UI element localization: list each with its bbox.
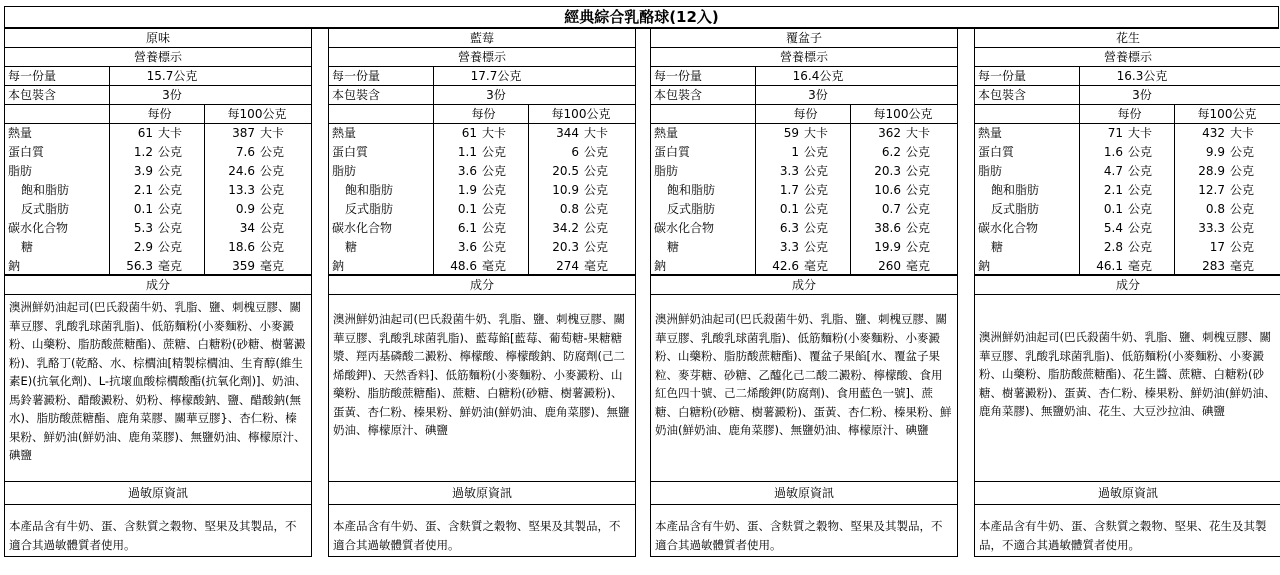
per-serving-unit: 公克 bbox=[804, 183, 829, 197]
nutrient-row bbox=[329, 200, 635, 219]
per-100g-unit: 公克 bbox=[260, 202, 285, 216]
per-100g-unit: 毫克 bbox=[1230, 259, 1255, 273]
nutrient-row bbox=[5, 257, 311, 276]
nutrient-row bbox=[651, 124, 957, 143]
nutrient-name: 反式脂肪 bbox=[345, 202, 394, 216]
per-100g-unit: 公克 bbox=[1230, 202, 1255, 216]
nutrient-name: 飽和脂肪 bbox=[667, 183, 716, 197]
per-100g-value: 13.3 bbox=[228, 183, 255, 197]
flavor-name: 藍莓 bbox=[469, 31, 494, 45]
allergen-text: 本產品含有牛奶、蛋、含麩質之穀物、堅果及其製品，不適合其過敏體質者使用。 bbox=[655, 519, 943, 552]
servings-value: 3份 bbox=[1132, 88, 1152, 102]
per-100g-header: 每100公克 bbox=[551, 107, 611, 121]
nutrient-row bbox=[975, 200, 1280, 219]
allergen-text: 本產品含有牛奶、蛋、含麩質之穀物、堅果及其製品，不適合其過敏體質者使用。 bbox=[333, 519, 621, 552]
nutrition-header-row bbox=[329, 48, 635, 67]
table-divider bbox=[433, 67, 434, 105]
nutrition-label: 營養標示 bbox=[779, 50, 828, 64]
nutrition-label: 營養標示 bbox=[457, 50, 506, 64]
per-100g-value: 6.2 bbox=[881, 145, 901, 159]
sheet-title: 經典綜合乳酪球(12入) bbox=[4, 6, 1279, 29]
per-100g-value: 387 bbox=[232, 126, 255, 140]
per-serving-unit: 公克 bbox=[158, 183, 183, 197]
per-100g-value: 260 bbox=[878, 259, 901, 273]
per-100g-unit: 公克 bbox=[260, 240, 285, 254]
nutrition-label: 營養標示 bbox=[133, 50, 182, 64]
nutrition-label: 營養標示 bbox=[1103, 50, 1152, 64]
nutrient-row bbox=[5, 124, 311, 143]
nutrient-row bbox=[651, 143, 957, 162]
nutrient-name: 糖 bbox=[21, 240, 34, 254]
allergen-block bbox=[651, 505, 957, 557]
per-serving-unit: 公克 bbox=[1128, 183, 1153, 197]
per-serving-header: 每份 bbox=[147, 107, 172, 121]
per-serving-unit: 公克 bbox=[158, 240, 183, 254]
nutrient-name: 熱量 bbox=[654, 126, 679, 140]
per-100g-header: 每100公克 bbox=[227, 107, 287, 121]
table-divider bbox=[850, 105, 851, 276]
per-100g-unit: 公克 bbox=[906, 145, 931, 159]
flavor-name-row bbox=[329, 29, 635, 48]
nutrition-header-row bbox=[975, 48, 1280, 67]
column-header-row bbox=[5, 105, 311, 124]
servings-value: 3份 bbox=[486, 88, 506, 102]
nutrient-name: 碳水化合物 bbox=[654, 221, 715, 235]
flavor-name: 花生 bbox=[1115, 31, 1140, 45]
nutrient-row bbox=[5, 162, 311, 181]
nutrient-row bbox=[5, 238, 311, 257]
servings-row bbox=[975, 86, 1280, 105]
per-100g-header: 每100公克 bbox=[1197, 107, 1257, 121]
per-serving-value: 2.1 bbox=[133, 183, 153, 197]
serving-size-row bbox=[329, 67, 635, 86]
per-serving-value: 5.3 bbox=[133, 221, 153, 235]
per-serving-unit: 大卡 bbox=[158, 126, 183, 140]
nutrient-row bbox=[651, 257, 957, 276]
per-serving-value: 59 bbox=[783, 126, 799, 140]
allergen-header-row bbox=[5, 482, 311, 505]
ingredients-label: 成分 bbox=[145, 278, 170, 292]
per-100g-unit: 公克 bbox=[260, 221, 285, 235]
flavor-panel bbox=[4, 29, 312, 557]
per-100g-unit: 大卡 bbox=[906, 126, 931, 140]
per-100g-unit: 公克 bbox=[584, 221, 609, 235]
per-serving-value: 2.9 bbox=[133, 240, 153, 254]
allergen-block bbox=[329, 505, 635, 557]
per-100g-value: 19.9 bbox=[874, 240, 901, 254]
per-100g-unit: 公克 bbox=[1230, 164, 1255, 178]
per-100g-unit: 公克 bbox=[1230, 240, 1255, 254]
ingredients-label: 成分 bbox=[1115, 278, 1140, 292]
nutrient-name: 糖 bbox=[667, 240, 680, 254]
per-serving-unit: 公克 bbox=[1128, 164, 1153, 178]
nutrient-name: 鈉 bbox=[978, 259, 991, 273]
column-header-row bbox=[975, 105, 1280, 124]
per-100g-unit: 公克 bbox=[906, 164, 931, 178]
per-serving-value: 56.3 bbox=[126, 259, 153, 273]
per-serving-value: 3.9 bbox=[133, 164, 153, 178]
servings-value: 3份 bbox=[162, 88, 182, 102]
per-serving-value: 1.6 bbox=[1103, 145, 1123, 159]
nutrient-name: 熱量 bbox=[332, 126, 357, 140]
ingredients-text: 澳洲鮮奶油起司(巴氏殺菌牛奶、乳脂、鹽、刺槐豆膠、關華豆膠、乳酸乳球菌乳脂)、低筋麵粉(小麥麵粉、小麥澱粉、山藥粉、脂肪酸蔗糖酯)、蔗糖、白糖粉(砂糖、樹薯澱粉)、乳酪丁(乾酪、水、棕櫚油[精製棕櫚油、生育醇(維生素E)(抗氧化劑)、L-抗壞血酸棕櫚酸酯(抗氧化劑)]、奶油、馬鈴薯澱粉、醋酸澱粉、奶粉、檸檬酸鈉、鹽、醋酸鈉(無水)、脂肪酸蔗糖酯、鹿角菜膠、關華豆膠}、杏仁粉、榛果粉、鮮奶油(鮮奶油、鹿角菜膠)、無鹽奶油、檸檬原汁、碘鹽 bbox=[9, 300, 307, 462]
per-100g-unit: 公克 bbox=[1230, 145, 1255, 159]
serving-size-row bbox=[5, 67, 311, 86]
per-100g-value: 7.6 bbox=[235, 145, 255, 159]
per-100g-value: 10.9 bbox=[552, 183, 579, 197]
per-serving-header: 每份 bbox=[1117, 107, 1142, 121]
per-100g-value: 0.8 bbox=[1205, 202, 1225, 216]
per-100g-unit: 毫克 bbox=[906, 259, 931, 273]
servings-row bbox=[329, 86, 635, 105]
nutrient-name: 碳水化合物 bbox=[332, 221, 393, 235]
per-100g-unit: 公克 bbox=[1230, 221, 1255, 235]
flavor-panel bbox=[650, 29, 958, 557]
nutrient-name: 糖 bbox=[991, 240, 1004, 254]
ingredients-block bbox=[651, 295, 957, 482]
per-serving-value: 48.6 bbox=[450, 259, 477, 273]
per-100g-value: 359 bbox=[232, 259, 255, 273]
allergen-label: 過敏原資訊 bbox=[451, 486, 512, 500]
per-100g-value: 20.3 bbox=[874, 164, 901, 178]
nutrient-row bbox=[5, 181, 311, 200]
per-100g-value: 18.6 bbox=[228, 240, 255, 254]
nutrient-row bbox=[651, 238, 957, 257]
per-100g-value: 12.7 bbox=[1198, 183, 1225, 197]
per-100g-value: 0.7 bbox=[881, 202, 901, 216]
nutrient-row bbox=[975, 238, 1280, 257]
per-serving-unit: 公克 bbox=[1128, 221, 1153, 235]
per-serving-unit: 公克 bbox=[482, 145, 507, 159]
nutrient-row bbox=[975, 143, 1280, 162]
per-100g-value: 24.6 bbox=[228, 164, 255, 178]
nutrient-name: 鈉 bbox=[654, 259, 667, 273]
per-serving-unit: 公克 bbox=[482, 183, 507, 197]
per-serving-value: 3.3 bbox=[779, 164, 799, 178]
per-100g-unit: 公克 bbox=[260, 145, 285, 159]
per-serving-unit: 大卡 bbox=[482, 126, 507, 140]
per-serving-unit: 大卡 bbox=[804, 126, 829, 140]
per-serving-unit: 公克 bbox=[1128, 240, 1153, 254]
per-serving-value: 71 bbox=[1107, 126, 1123, 140]
per-serving-value: 0.1 bbox=[779, 202, 799, 216]
per-100g-unit: 毫克 bbox=[584, 259, 609, 273]
per-100g-header: 每100公克 bbox=[873, 107, 933, 121]
per-100g-unit: 大卡 bbox=[1230, 126, 1255, 140]
nutrient-name: 蛋白質 bbox=[654, 145, 691, 159]
per-serving-unit: 公克 bbox=[804, 221, 829, 235]
nutrient-name: 脂肪 bbox=[978, 164, 1003, 178]
allergen-header-row bbox=[651, 482, 957, 505]
nutrient-row bbox=[329, 181, 635, 200]
per-100g-value: 274 bbox=[556, 259, 579, 273]
nutrient-name: 碳水化合物 bbox=[978, 221, 1039, 235]
per-100g-unit: 公克 bbox=[584, 183, 609, 197]
nutrient-name: 碳水化合物 bbox=[8, 221, 69, 235]
nutrient-name: 飽和脂肪 bbox=[345, 183, 394, 197]
flavor-panel bbox=[974, 29, 1280, 557]
nutrient-row bbox=[651, 219, 957, 238]
nutrient-row bbox=[329, 257, 635, 276]
per-serving-unit: 公克 bbox=[804, 240, 829, 254]
nutrient-row bbox=[5, 219, 311, 238]
per-100g-unit: 公克 bbox=[584, 164, 609, 178]
per-serving-unit: 公克 bbox=[158, 202, 183, 216]
serving-size-row bbox=[651, 67, 957, 86]
servings-row bbox=[5, 86, 311, 105]
nutrient-row bbox=[329, 219, 635, 238]
nutrition-header-row bbox=[651, 48, 957, 67]
per-serving-header: 每份 bbox=[793, 107, 818, 121]
ingredients-header-row bbox=[5, 276, 311, 295]
servings-label: 本包裝含 bbox=[654, 88, 703, 102]
nutrient-row bbox=[975, 162, 1280, 181]
table-divider bbox=[109, 67, 110, 105]
nutrient-row bbox=[651, 181, 957, 200]
nutrient-name: 熱量 bbox=[978, 126, 1003, 140]
nutrient-name: 糖 bbox=[345, 240, 358, 254]
per-serving-value: 1.7 bbox=[779, 183, 799, 197]
per-100g-value: 33.3 bbox=[1198, 221, 1225, 235]
allergen-text: 本產品含有牛奶、蛋、含麩質之穀物、堅果、花生及其製品，不適合其過敏體質者使用。 bbox=[979, 519, 1267, 552]
ingredients-label: 成分 bbox=[469, 278, 494, 292]
per-100g-value: 283 bbox=[1202, 259, 1225, 273]
serving-size-value: 16.3公克 bbox=[1116, 69, 1168, 83]
per-serving-value: 1 bbox=[791, 145, 799, 159]
serving-size-value: 17.7公克 bbox=[470, 69, 522, 83]
per-serving-header: 每份 bbox=[471, 107, 496, 121]
nutrient-name: 脂肪 bbox=[8, 164, 33, 178]
servings-value: 3份 bbox=[808, 88, 828, 102]
flavor-name-row bbox=[651, 29, 957, 48]
per-serving-value: 3.3 bbox=[779, 240, 799, 254]
per-100g-unit: 公克 bbox=[584, 145, 609, 159]
table-divider bbox=[1079, 67, 1080, 105]
ingredients-block bbox=[329, 295, 635, 482]
per-serving-value: 0.1 bbox=[1103, 202, 1123, 216]
nutrient-name: 鈉 bbox=[8, 259, 21, 273]
nutrient-row bbox=[329, 238, 635, 257]
table-divider bbox=[755, 105, 756, 276]
nutrient-row bbox=[329, 162, 635, 181]
per-serving-value: 1.2 bbox=[133, 145, 153, 159]
serving-size-label: 每一份量 bbox=[654, 69, 703, 83]
per-100g-value: 34 bbox=[239, 221, 255, 235]
per-serving-value: 0.1 bbox=[133, 202, 153, 216]
per-serving-value: 4.7 bbox=[1103, 164, 1123, 178]
per-100g-value: 28.9 bbox=[1198, 164, 1225, 178]
per-serving-value: 0.1 bbox=[457, 202, 477, 216]
per-serving-unit: 公克 bbox=[1128, 202, 1153, 216]
table-divider bbox=[1079, 105, 1080, 276]
per-serving-unit: 公克 bbox=[804, 145, 829, 159]
nutrient-row bbox=[975, 181, 1280, 200]
nutrient-row bbox=[651, 200, 957, 219]
ingredients-block bbox=[975, 295, 1280, 482]
per-serving-value: 1.9 bbox=[457, 183, 477, 197]
ingredients-block bbox=[5, 295, 311, 482]
nutrient-name: 反式脂肪 bbox=[21, 202, 70, 216]
nutrient-name: 反式脂肪 bbox=[991, 202, 1040, 216]
per-100g-value: 34.2 bbox=[552, 221, 579, 235]
allergen-label: 過敏原資訊 bbox=[1097, 486, 1158, 500]
table-divider bbox=[1174, 105, 1175, 276]
serving-size-row bbox=[975, 67, 1280, 86]
nutrient-name: 蛋白質 bbox=[978, 145, 1015, 159]
allergen-block bbox=[5, 505, 311, 557]
per-100g-value: 20.5 bbox=[552, 164, 579, 178]
serving-size-label: 每一份量 bbox=[978, 69, 1027, 83]
nutrient-row bbox=[329, 124, 635, 143]
table-divider bbox=[433, 105, 434, 276]
serving-size-value: 16.4公克 bbox=[792, 69, 844, 83]
nutrient-name: 蛋白質 bbox=[332, 145, 369, 159]
per-serving-value: 1.1 bbox=[457, 145, 477, 159]
table-divider bbox=[528, 105, 529, 276]
ingredients-header-row bbox=[975, 276, 1280, 295]
per-100g-value: 362 bbox=[878, 126, 901, 140]
per-100g-unit: 公克 bbox=[906, 240, 931, 254]
per-100g-value: 344 bbox=[556, 126, 579, 140]
allergen-label: 過敏原資訊 bbox=[773, 486, 834, 500]
nutrient-name: 熱量 bbox=[8, 126, 33, 140]
per-serving-unit: 公克 bbox=[158, 145, 183, 159]
per-serving-value: 3.6 bbox=[457, 164, 477, 178]
per-100g-unit: 公克 bbox=[906, 221, 931, 235]
per-100g-value: 20.3 bbox=[552, 240, 579, 254]
serving-size-label: 每一份量 bbox=[8, 69, 57, 83]
per-100g-unit: 公克 bbox=[584, 240, 609, 254]
flavor-name: 覆盆子 bbox=[785, 31, 822, 45]
per-100g-value: 6 bbox=[571, 145, 579, 159]
servings-label: 本包裝含 bbox=[978, 88, 1027, 102]
per-serving-unit: 公克 bbox=[158, 164, 183, 178]
nutrient-row bbox=[975, 124, 1280, 143]
per-serving-value: 3.6 bbox=[457, 240, 477, 254]
per-100g-unit: 大卡 bbox=[260, 126, 285, 140]
per-serving-unit: 毫克 bbox=[1128, 259, 1153, 273]
ingredients-text: 澳洲鮮奶油起司(巴氏殺菌牛奶、乳脂、鹽、刺槐豆膠、關華豆膠、乳酸乳球菌乳脂)、藍莓餡[藍莓、葡萄糖-果糖糖漿、羥丙基磷酸二澱粉、檸檬酸、檸檬酸鈉、防腐劑(己二烯酸鉀)、天然香料]、低筋麵粉(小麥麵粉、小麥澱粉、山藥粉、脂肪酸蔗糖酯)、蔗糖、白糖粉(砂糖、樹薯澱粉)、蛋黃、杏仁粉、榛果粉、鮮奶油(鮮奶油、鹿角菜膠)、無鹽奶油、檸檬原汁、碘鹽 bbox=[333, 312, 630, 437]
per-100g-value: 38.6 bbox=[874, 221, 901, 235]
per-serving-value: 5.4 bbox=[1103, 221, 1123, 235]
allergen-header-row bbox=[975, 482, 1280, 505]
allergen-label: 過敏原資訊 bbox=[127, 486, 188, 500]
servings-row bbox=[651, 86, 957, 105]
per-serving-unit: 公克 bbox=[482, 240, 507, 254]
per-serving-unit: 公克 bbox=[158, 221, 183, 235]
per-serving-unit: 公克 bbox=[482, 164, 507, 178]
allergen-block bbox=[975, 505, 1280, 557]
per-serving-unit: 公克 bbox=[482, 221, 507, 235]
per-100g-unit: 公克 bbox=[584, 202, 609, 216]
per-serving-value: 61 bbox=[137, 126, 153, 140]
per-serving-value: 42.6 bbox=[772, 259, 799, 273]
nutrient-name: 飽和脂肪 bbox=[991, 183, 1040, 197]
serving-size-value: 15.7公克 bbox=[146, 69, 198, 83]
ingredients-text: 澳洲鮮奶油起司(巴氏殺菌牛奶、乳脂、鹽、刺槐豆膠、關華豆膠、乳酸乳球菌乳脂)、低筋麵粉(小麥麵粉、小麥澱粉、山藥粉、脂肪酸蔗糖酯)、花生醬、蔗糖、白糖粉(砂糖、樹薯澱粉)、蛋黃、杏仁粉、榛果粉、鮮奶油(鮮奶油、鹿角菜膠)、無鹽奶油、花生、大豆沙拉油、碘鹽 bbox=[979, 330, 1276, 418]
per-serving-value: 61 bbox=[461, 126, 477, 140]
per-100g-value: 0.9 bbox=[235, 202, 255, 216]
servings-label: 本包裝含 bbox=[8, 88, 57, 102]
table-divider bbox=[755, 67, 756, 105]
per-serving-unit: 毫克 bbox=[482, 259, 507, 273]
per-100g-unit: 公克 bbox=[906, 202, 931, 216]
nutrient-name: 飽和脂肪 bbox=[21, 183, 70, 197]
per-100g-value: 432 bbox=[1202, 126, 1225, 140]
per-100g-value: 0.8 bbox=[559, 202, 579, 216]
per-100g-unit: 公克 bbox=[1230, 183, 1255, 197]
per-100g-unit: 毫克 bbox=[260, 259, 285, 273]
table-divider bbox=[109, 105, 110, 276]
per-serving-unit: 公克 bbox=[482, 202, 507, 216]
flavor-panel bbox=[328, 29, 636, 557]
per-serving-unit: 毫克 bbox=[804, 259, 829, 273]
nutrient-name: 蛋白質 bbox=[8, 145, 45, 159]
serving-size-label: 每一份量 bbox=[332, 69, 381, 83]
per-serving-unit: 公克 bbox=[1128, 145, 1153, 159]
ingredients-text: 澳洲鮮奶油起司(巴氏殺菌牛奶、乳脂、鹽、刺槐豆膠、關華豆膠、乳酸乳球菌乳脂)、低筋麵粉(小麥麵粉、小麥澱粉、山藥粉、脂肪酸蔗糖酯)、覆盆子果餡[水、覆盆子果粒、麥芽糖、砂糖、乙醯化己二酸二澱粉、檸檬酸、食用紅色四十號、己二烯酸鉀(防腐劑)、食用藍色一號]、蔗糖、白糖粉(砂糖、樹薯澱粉)、蛋黃、杏仁粉、榛果粉、鮮奶油(鮮奶油、鹿角菜膠)、無鹽奶油、檸檬原汁、碘鹽 bbox=[655, 312, 952, 437]
table-divider bbox=[204, 105, 205, 276]
per-100g-value: 10.6 bbox=[874, 183, 901, 197]
column-header-row bbox=[651, 105, 957, 124]
nutrient-row bbox=[975, 219, 1280, 238]
per-serving-value: 6.1 bbox=[457, 221, 477, 235]
nutrient-row bbox=[329, 143, 635, 162]
per-serving-unit: 大卡 bbox=[1128, 126, 1153, 140]
nutrient-row bbox=[975, 257, 1280, 276]
nutrient-row bbox=[651, 162, 957, 181]
allergen-text: 本產品含有牛奶、蛋、含麩質之穀物、堅果及其製品，不適合其過敏體質者使用。 bbox=[9, 519, 297, 552]
per-serving-unit: 公克 bbox=[804, 164, 829, 178]
per-100g-value: 17 bbox=[1209, 240, 1225, 254]
nutrition-header-row bbox=[5, 48, 311, 67]
ingredients-header-row bbox=[329, 276, 635, 295]
flavor-name-row bbox=[975, 29, 1280, 48]
servings-label: 本包裝含 bbox=[332, 88, 381, 102]
allergen-header-row bbox=[329, 482, 635, 505]
per-serving-value: 46.1 bbox=[1096, 259, 1123, 273]
nutrient-name: 反式脂肪 bbox=[667, 202, 716, 216]
nutrient-name: 脂肪 bbox=[332, 164, 357, 178]
nutrient-row bbox=[5, 200, 311, 219]
ingredients-label: 成分 bbox=[791, 278, 816, 292]
per-100g-unit: 公克 bbox=[260, 164, 285, 178]
per-100g-value: 9.9 bbox=[1205, 145, 1225, 159]
flavor-name: 原味 bbox=[145, 31, 170, 45]
flavor-name-row bbox=[5, 29, 311, 48]
per-serving-value: 2.1 bbox=[1103, 183, 1123, 197]
column-header-row bbox=[329, 105, 635, 124]
per-100g-unit: 公克 bbox=[906, 183, 931, 197]
per-serving-value: 6.3 bbox=[779, 221, 799, 235]
per-serving-value: 2.8 bbox=[1103, 240, 1123, 254]
per-serving-unit: 毫克 bbox=[158, 259, 183, 273]
nutrient-name: 鈉 bbox=[332, 259, 345, 273]
ingredients-header-row bbox=[651, 276, 957, 295]
per-100g-unit: 大卡 bbox=[584, 126, 609, 140]
nutrient-row bbox=[5, 143, 311, 162]
nutrient-name: 脂肪 bbox=[654, 164, 679, 178]
per-serving-unit: 公克 bbox=[804, 202, 829, 216]
per-100g-unit: 公克 bbox=[260, 183, 285, 197]
